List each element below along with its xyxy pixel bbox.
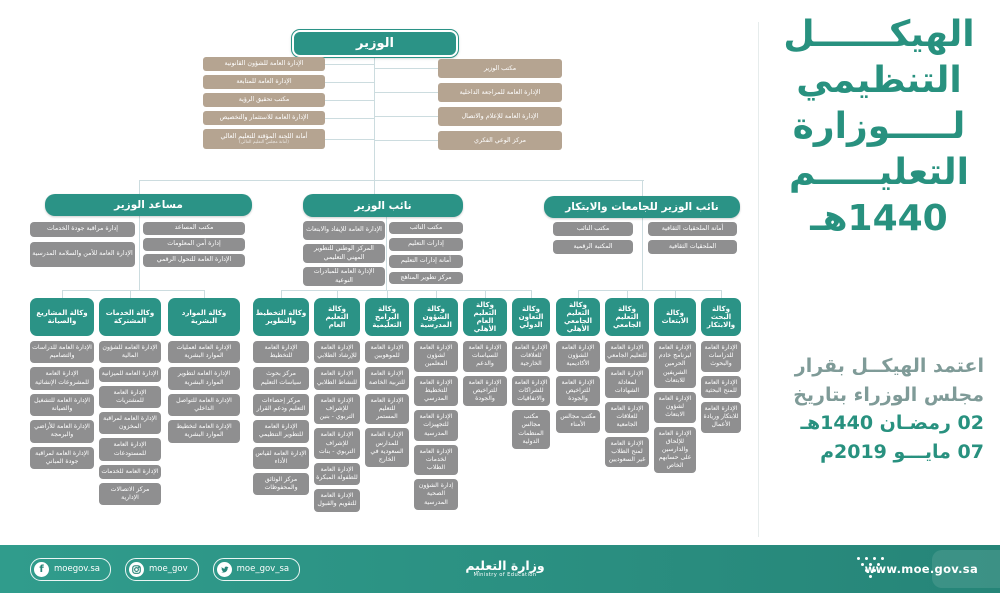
agency-dept-box: الإدارة العامة للإشراف التربوي - بنات bbox=[314, 428, 360, 459]
connector-line bbox=[325, 64, 375, 65]
connector-line bbox=[62, 290, 63, 298]
agency-dept-box: الإدارة العامة لخدمات الطلاب bbox=[414, 445, 458, 476]
twitter-icon bbox=[217, 562, 232, 577]
agency-header: وكالة البرامج التعليمية bbox=[365, 298, 409, 336]
facebook-icon: f bbox=[34, 562, 49, 577]
agency-column bbox=[365, 341, 409, 467]
facebook-link[interactable] bbox=[30, 558, 111, 581]
connector-line bbox=[139, 216, 140, 290]
dots-decoration bbox=[857, 557, 860, 560]
agency-column bbox=[463, 341, 507, 406]
agency-dept-box: الإدارة العامة للتعليم الجامعي bbox=[605, 341, 649, 363]
agency-dept-box: الإدارة العامة للسياسات والدعم bbox=[463, 341, 507, 372]
connector-line bbox=[386, 217, 387, 290]
agency-column bbox=[556, 341, 600, 433]
dept-box: المكتبة الرقمية bbox=[553, 240, 633, 254]
connector-line bbox=[62, 290, 204, 291]
agency-header: وكالة التعليم العام الأهلي bbox=[463, 298, 507, 336]
agency-dept-box: الإدارة العامة للإرشاد الطلابي bbox=[314, 341, 360, 363]
agency-dept-box: الإدارة العامة للتعليم المستمر bbox=[365, 394, 409, 425]
root-dept-label: الإدارة العامة للشؤون القانونية bbox=[224, 60, 304, 68]
connector-line bbox=[675, 290, 676, 298]
agency-header: وكالة المشاريع والصيانة bbox=[30, 298, 94, 336]
title-year: 1440هـ bbox=[810, 198, 948, 240]
connector-line bbox=[325, 100, 375, 101]
agency-dept-box: الإدارة العامة للمشروعات الإنشائية bbox=[30, 367, 94, 389]
connector-line bbox=[374, 140, 438, 141]
agency-column bbox=[512, 341, 550, 449]
dept-box: إدارة أمن المعلومات bbox=[143, 238, 245, 251]
instagram-link[interactable] bbox=[125, 558, 199, 581]
root-dept-box bbox=[203, 129, 325, 149]
agency-header: وكالة الخدمات المشتركة bbox=[99, 298, 161, 336]
agency-dept-box: الإدارة العامة لشؤون المعلمين bbox=[414, 341, 458, 372]
agency-dept-box: الإدارة العامة للابتكار وريادة الأعمال bbox=[701, 402, 741, 433]
root-dept-box bbox=[203, 75, 325, 89]
dept-box: مركز تطوير المناهج bbox=[389, 272, 463, 284]
agency-dept-box: الإدارة العامة للشؤون الأكاديمية bbox=[556, 341, 600, 372]
dept-box: مكتب المساعد bbox=[143, 222, 245, 235]
agency-dept-box: مكتب مجالس الأمناء bbox=[556, 410, 600, 432]
connector-line bbox=[578, 290, 721, 291]
connector-line bbox=[139, 180, 140, 194]
agency-dept-box: الإدارة العامة لتخطيط الموارد البشرية bbox=[168, 420, 240, 442]
connector-line bbox=[325, 82, 375, 83]
agency-column bbox=[605, 341, 649, 467]
agency-dept-box: الإدارة العامة للموهوبين bbox=[365, 341, 409, 363]
dept-box: المركز الوطني للتطوير المهني التعليمي bbox=[303, 244, 385, 263]
ministry-logo-arabic: وزارة التعليم bbox=[465, 557, 545, 573]
agency-dept-box: الإدارة العامة لبرنامج خادم الحرمين الشريفين للابتعاث bbox=[654, 341, 696, 388]
connector-line bbox=[281, 290, 531, 291]
agency-column bbox=[314, 341, 360, 512]
root-dept-box bbox=[203, 111, 325, 125]
agency-dept-box: الإدارة العامة للمنح البحثية bbox=[701, 376, 741, 398]
twitter-link[interactable] bbox=[213, 558, 300, 581]
panel-divider bbox=[758, 22, 759, 537]
root-dept-box bbox=[203, 57, 325, 71]
agency-header: وكالة التعليم الجامعي الأهلي bbox=[556, 298, 600, 336]
ministry-logo bbox=[465, 559, 544, 579]
dept-box: الإدارة العامة للأمن والسلامة المدرسية bbox=[30, 242, 135, 267]
agency-dept-box: مركز بحوث سياسات التعليم bbox=[253, 367, 309, 389]
agency-dept-box: مركز إحصاءات التعليم ودعم القرار bbox=[253, 394, 309, 416]
connector-line bbox=[374, 92, 438, 93]
title-line: لـــــوزارة bbox=[792, 106, 966, 148]
root-dept-box: الإدارة العامة للمراجعة الداخلية bbox=[438, 83, 562, 102]
connector-line bbox=[281, 290, 282, 298]
connector-line bbox=[130, 290, 131, 298]
connector-line bbox=[374, 180, 375, 194]
agency-dept-box: الإدارة العامة لمعادلة الشهادات bbox=[605, 367, 649, 398]
connector-line bbox=[374, 116, 438, 117]
agency-dept-box: مركز الاتصالات الإدارية bbox=[99, 483, 161, 505]
agency-dept-box: الإدارة العامة للعلاقات الخارجية bbox=[512, 341, 550, 372]
dept-box: إدارة مراقبة جودة الخدمات bbox=[30, 222, 135, 237]
agency-dept-box: الإدارة العامة للعلاقات الجامعية bbox=[605, 402, 649, 433]
dept-box: أمانة الملحقيات الثقافية bbox=[648, 222, 737, 236]
dept-box: الإدارة العامة للمبادرات النوعية bbox=[303, 267, 385, 286]
connector-line bbox=[642, 180, 643, 196]
minister-box: الوزير bbox=[292, 30, 458, 57]
dept-box: إدارات التعليم bbox=[389, 238, 463, 251]
decree-line: اعتمد الهيكــل بقرار bbox=[794, 355, 984, 377]
agency-dept-box: الإدارة العامة للنشاط الطلابي bbox=[314, 367, 360, 389]
footer-bar bbox=[0, 545, 1000, 593]
agency-header: وكالة التعاون الدولي bbox=[512, 298, 550, 336]
agency-header: وكالة الابتعاث bbox=[654, 298, 696, 336]
facebook-handle: moegov.sa bbox=[54, 564, 101, 574]
website-url[interactable]: www.moe.gov.sa bbox=[864, 562, 978, 576]
agency-dept-box: الإدارة العامة للدراسات والبحوث bbox=[701, 341, 741, 372]
agency-dept-box: الإدارة العامة للطفولة المبكرة bbox=[314, 463, 360, 485]
agency-column bbox=[701, 341, 741, 433]
social-links bbox=[30, 558, 300, 581]
root-dept-box: الإدارة العامة للإعلام والاتصال bbox=[438, 107, 562, 126]
agency-dept-box: الإدارة العامة للأراضي والبرمجة bbox=[30, 420, 94, 442]
connector-line bbox=[627, 290, 628, 298]
root-dept-label: الإدارة العامة للاستثمار والتخصيص bbox=[219, 114, 309, 122]
root-dept-box bbox=[203, 93, 325, 107]
decree-date-gregorian: 07 مايـــو 2019م bbox=[820, 440, 984, 463]
agency-header: وكالة التعليم الجامعي bbox=[605, 298, 649, 336]
root-dept-box: مركز الوعي الفكري bbox=[438, 131, 562, 150]
dept-box: مكتب النائب bbox=[389, 222, 463, 234]
title-panel bbox=[766, 12, 992, 242]
agency-dept-box: الإدارة العامة للتقويم والقبول bbox=[314, 489, 360, 511]
agency-dept-box: مركز الوثائق والمحفوظات bbox=[253, 473, 309, 495]
agency-header: وكالة الشؤون المدرسية bbox=[414, 298, 458, 336]
agency-dept-box: الإدارة العامة للمستودعات bbox=[99, 438, 161, 460]
agency-column bbox=[253, 341, 309, 495]
agency-dept-box: الإدارة العامة للخدمات bbox=[99, 465, 161, 479]
connector-line bbox=[325, 118, 375, 119]
dept-box: الإدارة العامة للإيفاد والابتعاث bbox=[303, 221, 385, 240]
ministry-logo-english: Ministry of Education bbox=[473, 572, 537, 579]
branch-head: نائب الوزير bbox=[303, 194, 463, 217]
agency-column bbox=[168, 341, 240, 443]
agency-dept-box: إدارة الشؤون الصحية المدرسية bbox=[414, 479, 458, 510]
agency-dept-box: الإدارة العامة للتجهيزات المدرسية bbox=[414, 410, 458, 441]
connector-line bbox=[337, 290, 338, 298]
connector-line bbox=[325, 139, 375, 140]
root-dept-label: مكتب تحقيق الرؤية bbox=[238, 96, 290, 104]
decree-text bbox=[766, 352, 992, 466]
agency-dept-box: الإدارة العامة لمنح الطلاب غير السعوديين bbox=[605, 437, 649, 468]
title-line: التنظيمي bbox=[796, 60, 962, 102]
connector-line bbox=[578, 290, 579, 298]
agency-header: وكالة البحث والابتكار bbox=[701, 298, 741, 336]
branch-head: نائب الوزير للجامعات والابتكار bbox=[544, 196, 740, 218]
connector-line bbox=[139, 180, 644, 181]
agency-column bbox=[99, 341, 161, 505]
root-dept-label: أمانة اللجنة المؤقتة للتعليم العالي bbox=[220, 132, 308, 140]
agency-dept-box: الإدارة العامة للتشغيل والصيانة bbox=[30, 394, 94, 416]
connector-line bbox=[721, 290, 722, 298]
agency-dept-box: الإدارة العامة للمدارس السعودية في الخارج bbox=[365, 428, 409, 467]
agency-dept-box: الإدارة العامة لشؤون الابتعاث bbox=[654, 392, 696, 423]
agency-header: وكالة التخطيط والتطوير bbox=[253, 298, 309, 336]
agency-dept-box: الإدارة العامة لقياس الأداء bbox=[253, 447, 309, 469]
agency-dept-box: الإدارة العامة للتربية الخاصة bbox=[365, 367, 409, 389]
agency-dept-box: الإدارة العامة للدراسات والتصاميم bbox=[30, 341, 94, 363]
agency-dept-box: الإدارة العامة للتخطيط bbox=[253, 341, 309, 363]
agency-dept-box: الإدارة العامة للتخطيط المدرسي bbox=[414, 376, 458, 407]
connector-line bbox=[531, 290, 532, 298]
instagram-icon bbox=[129, 562, 144, 577]
agency-dept-box: الإدارة العامة للمشتريات bbox=[99, 386, 161, 408]
root-dept-box: مكتب الوزير bbox=[438, 59, 562, 78]
dept-box: مكتب النائب bbox=[553, 222, 633, 236]
root-dept-label: الإدارة العامة للمتابعة bbox=[236, 78, 292, 86]
branch-head: مساعد الوزير bbox=[45, 194, 252, 216]
agency-dept-box: الإدارة العامة للتراخيص والجودة bbox=[556, 376, 600, 407]
agency-column bbox=[30, 341, 94, 469]
footer-corner-decoration bbox=[932, 550, 1000, 588]
agency-dept-box: الإدارة العامة لمراقبة جودة المباني bbox=[30, 447, 94, 469]
twitter-handle: moe_gov_sa bbox=[236, 564, 290, 574]
agency-dept-box: الإدارة العامة للتواصل الداخلي bbox=[168, 394, 240, 416]
agency-dept-box: الإدارة العامة للإشراف التربوي - بنين bbox=[314, 394, 360, 425]
agency-dept-box: الإدارة العامة للإلحاق والدارسين على حسابهم الخاص bbox=[654, 427, 696, 474]
connector-line bbox=[204, 290, 205, 298]
agency-header: وكالة التعليم العام bbox=[314, 298, 360, 336]
dept-box: أمانة إدارات التعليم bbox=[389, 255, 463, 268]
decree-date-hijri: 02 رمضـان 1440هـ bbox=[800, 412, 984, 434]
dept-box: الإدارة العامة للتحول الرقمي bbox=[143, 254, 245, 267]
root-dept-note: (أمانة مجلس التعليم العالي) bbox=[239, 139, 289, 145]
agency-dept-box: الإدارة العامة للميزانية bbox=[99, 367, 161, 381]
title-line: الهيكــــــل bbox=[783, 14, 975, 55]
connector-line bbox=[387, 290, 388, 298]
agency-column bbox=[414, 341, 458, 510]
agency-dept-box: الإدارة العامة لعمليات الموارد البشرية bbox=[168, 341, 240, 363]
connector-line bbox=[642, 218, 643, 290]
agency-column bbox=[654, 341, 696, 473]
agency-dept-box: مكتب مجالس المنظمات الدولية bbox=[512, 410, 550, 449]
connector-line bbox=[436, 290, 437, 298]
instagram-handle: moe_gov bbox=[149, 564, 188, 574]
dept-box: الملحقيات الثقافية bbox=[648, 240, 737, 254]
agency-dept-box: الإدارة العامة للتراخيص والجودة bbox=[463, 376, 507, 407]
agency-dept-box: الإدارة العامة لمراقبة المخزون bbox=[99, 412, 161, 434]
connector-line bbox=[485, 290, 486, 298]
title-line: التعليـــــم bbox=[788, 152, 970, 194]
agency-dept-box: الإدارة العامة للشؤون المالية bbox=[99, 341, 161, 363]
decree-line: مجلس الوزراء بتاريخ bbox=[793, 383, 984, 406]
agency-dept-box: الإدارة العامة للتطوير التنظيمي bbox=[253, 420, 309, 442]
agency-dept-box: الإدارة العامة للشراكات والاتفاقيات bbox=[512, 376, 550, 407]
connector-line bbox=[374, 68, 438, 69]
agency-dept-box: الإدارة العامة لتطوير الموارد البشرية bbox=[168, 367, 240, 389]
agency-header: وكالة الموارد البشرية bbox=[168, 298, 240, 336]
